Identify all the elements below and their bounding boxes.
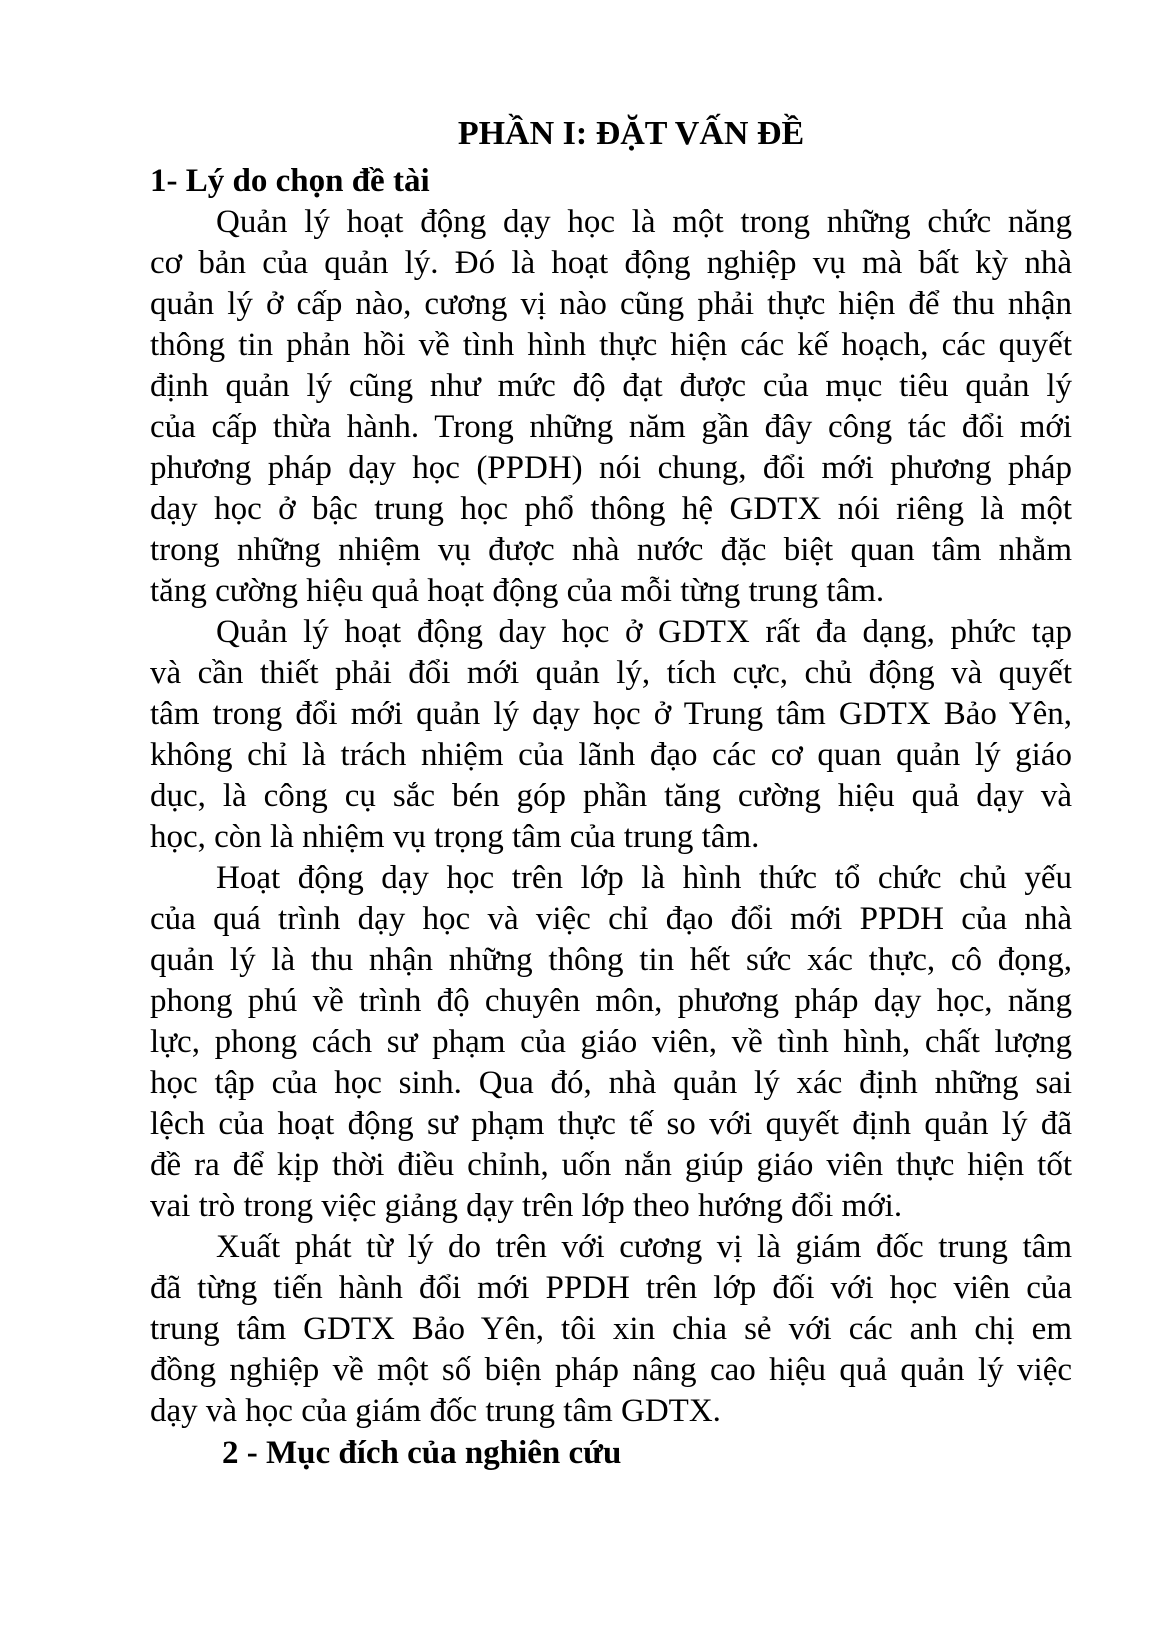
paragraph-line: và cần thiết phải đổi mới quản lý, tích cực, chủ động và quyết — [150, 655, 1072, 691]
paragraph-1 — [150, 202, 1072, 612]
paragraph-line: tăng cường hiệu quả hoạt động của mỗi từng trung tâm. — [150, 573, 885, 609]
paragraph-line: đề ra để kịp thời điều chỉnh, uốn nắn giúp giáo viên thực hiện tốt — [150, 1147, 1072, 1183]
paragraph-line: tâm trong đổi mới quản lý dạy học ở Trung tâm GDTX Bảo Yên, — [150, 696, 1072, 732]
section-heading-purpose: 2 - Mục đích của nghiên cứu — [222, 1435, 622, 1471]
paragraph-line: định quản lý cũng như mức độ đạt được của mục tiêu quản lý — [150, 368, 1072, 404]
paragraph-line: phương pháp dạy học (PPDH) nói chung, đổi mới phương pháp — [150, 450, 1072, 486]
paragraph-line: dục, là công cụ sắc bén góp phần tăng cường hiệu quả dạy và — [150, 778, 1072, 814]
paragraph-line: dạy và học của giám đốc trung tâm GDTX. — [150, 1393, 721, 1429]
paragraph-2 — [150, 612, 1072, 858]
paragraph-3 — [150, 858, 1072, 1227]
paragraph-line: quản lý ở cấp nào, cương vị nào cũng phải thực hiện để thu nhận — [150, 286, 1072, 322]
section-heading-reason: 1- Lý do chọn đề tài — [150, 163, 430, 199]
paragraph-line: lệch của hoạt động sư phạm thực tế so với quyết định quản lý đã — [150, 1106, 1072, 1142]
paragraph-4 — [150, 1227, 1072, 1432]
paragraph-line: phong phú về trình độ chuyên môn, phương pháp dạy học, năng — [150, 983, 1072, 1019]
paragraph-line: lực, phong cách sư phạm của giáo viên, về tình hình, chất lượng — [150, 1024, 1072, 1060]
paragraph-line: trung tâm GDTX Bảo Yên, tôi xin chia sẻ với các anh chị em — [150, 1311, 1072, 1347]
document-page — [150, 108, 1072, 1474]
paragraph-line: quản lý là thu nhận những thông tin hết sức xác thực, cô đọng, — [150, 942, 1072, 978]
paragraph-line: dạy học ở bậc trung học phổ thông hệ GDTX nói riêng là một — [150, 491, 1072, 527]
paragraph-line: Quản lý hoạt động dạy học là một trong những chức năng — [216, 204, 1072, 240]
paragraph-line: cơ bản của quản lý. Đó là hoạt động nghiệp vụ mà bất kỳ nhà — [150, 245, 1072, 281]
paragraph-line: Xuất phát từ lý do trên với cương vị là giám đốc trung tâm — [216, 1229, 1072, 1265]
paragraph-line: vai trò trong việc giảng dạy trên lớp theo hướng đổi mới. — [150, 1188, 903, 1224]
paragraph-line: thông tin phản hồi về tình hình thực hiện các kế hoạch, các quyết — [150, 327, 1072, 363]
paragraph-line: trong những nhiệm vụ được nhà nước đặc biệt quan tâm nhằm — [150, 532, 1072, 568]
paragraph-line: Hoạt động dạy học trên lớp là hình thức tổ chức chủ yếu — [216, 860, 1072, 896]
paragraph-line: học, còn là nhiệm vụ trọng tâm của trung tâm. — [150, 819, 760, 855]
paragraph-line: đồng nghiệp về một số biện pháp nâng cao hiệu quả quản lý việc — [150, 1352, 1072, 1388]
page-title: PHẦN I: ĐẶT VẤN ĐỀ — [457, 115, 805, 152]
paragraph-line: của quá trình dạy học và việc chỉ đạo đổi mới PPDH của nhà — [150, 901, 1072, 937]
paragraph-line: không chỉ là trách nhiệm của lãnh đạo các cơ quan quản lý giáo — [150, 737, 1072, 773]
paragraph-line: của cấp thừa hành. Trong những năm gần đây công tác đổi mới — [150, 409, 1072, 445]
paragraph-line: Quản lý hoạt động day học ở GDTX rất đa dạng, phức tạp — [216, 614, 1072, 650]
paragraph-line: đã từng tiến hành đổi mới PPDH trên lớp đối với học viên của — [150, 1270, 1072, 1306]
paragraph-line: học tập của học sinh. Qua đó, nhà quản lý xác định những sai — [150, 1065, 1072, 1101]
